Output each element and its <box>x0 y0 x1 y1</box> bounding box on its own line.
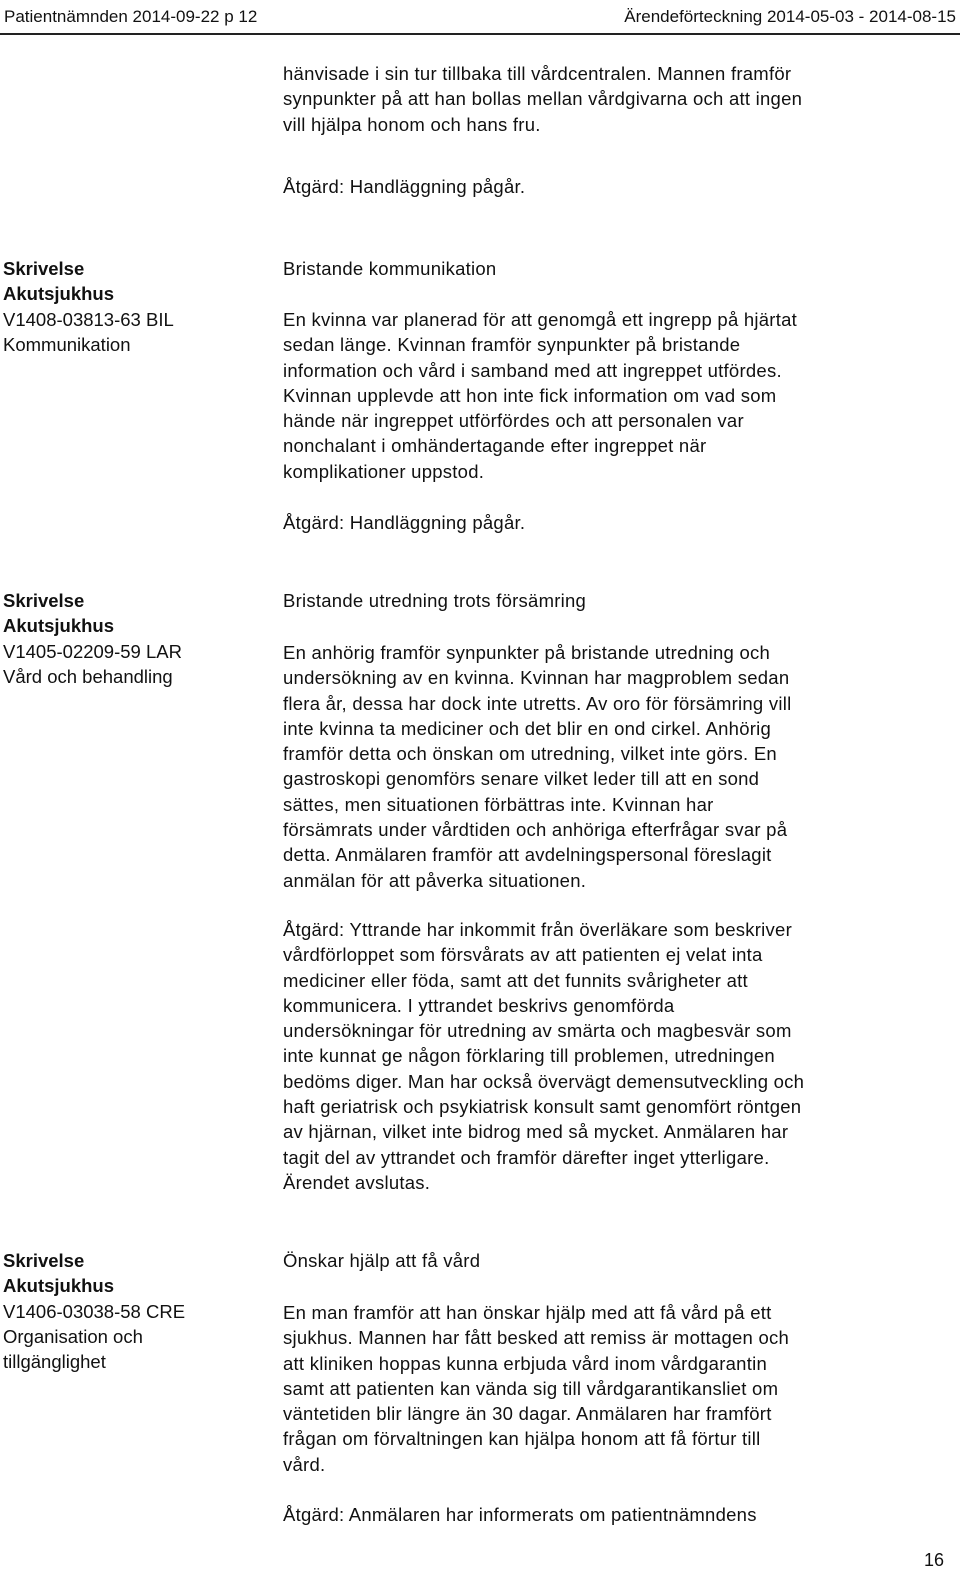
case-body: En man framför att han önskar hjälp med att få vård på ett sjukhus. Mannen har fått besked att remiss är mottagen och att kliniken hoppas kunna erbjuda vård inom vårdgarantin samt att patienten kan vända sig till vårdgarantikansliet om väntetiden blir längre än 30 dagar. Anmälaren har framfört frågan om förvaltningen kan hjälpa honom att få förtur till vård. <box>283 1302 790 1475</box>
case-category: Organisation och tillgänglighet <box>3 1325 143 1373</box>
header-right-text: Ärendeförteckning 2014-05-03 - 2014-08-15 <box>624 7 956 26</box>
case-action: Åtgärd: Anmälaren har informerats om patientnämndens <box>283 1504 757 1525</box>
case-unit: Akutsjukhus <box>3 1275 115 1297</box>
page-number: 16 <box>923 1550 944 1570</box>
case-body: En anhörig framför synpunkter på bristande utredning och undersökning av en kvinna. Kvinnan har magproblem sedan flera år, dessa har dock inte utretts. Av oro för försämring vill inte kvinna ta mediciner och det blir en ond cirkel. Anhörig framför detta och önskan om utredning, vilket inte görs. En gastroskopi genomförs senare vilket leder till att en sond sättes, men situationen förbättras inte. Kvinnan har försämrats under vårdtiden och anhöriga efterfrågar svar på detta. Anmälaren framför att avdelningspersonal föreslagit anmälan för att påverka situationen. <box>283 642 792 891</box>
case-id: V1408-03813-63 BIL <box>3 308 174 330</box>
page-header <box>0 0 960 30</box>
case-action: Åtgärd: Handläggning pågår. <box>283 512 526 533</box>
case-unit: Akutsjukhus <box>3 283 115 305</box>
case-action: Åtgärd: Yttrande har inkommit från överläkare som beskriver vårdförloppet som försvårats av att patienten ej velat inta mediciner eller föda, samt att det funnits svårigheter att kommunicera. I yttrandet beskrivs genomförda undersökningar för utredning av smärta och magbesvär som inte kunnat ge någon förklaring till problemen, utredningen bedöms diger. Man har också övervägt demensutveckling och haft geriatrisk och psykiatrisk konsult samt genomfört röntgen av hjärnan, vilket inte bidrog med så mycket. Anmälaren har tagit del av yttrandet och framför därefter inget ytterligare. Ärendet avslutas. <box>283 919 805 1193</box>
case-category: Vård och behandling <box>3 665 173 687</box>
case-unit: Akutsjukhus <box>3 615 115 637</box>
case-title: Bristande kommunikation <box>283 258 497 279</box>
case-title: Bristande utredning trots försämring <box>283 590 587 611</box>
case-meta <box>3 1248 263 1374</box>
intro-action: Åtgärd: Handläggning pågår. <box>283 176 526 197</box>
intro-text: hänvisade i sin tur tillbaka till vårdcentralen. Mannen framför synpunkter på att han bollas mellan vårdgivarna och att ingen vill hjälpa honom och hans fru. <box>283 63 803 135</box>
case-meta <box>3 256 263 357</box>
header-left-text: Patientnämnden 2014-09-22 p 12 <box>4 7 258 26</box>
case-body: En kvinna var planerad för att genomgå ett ingrepp på hjärtat sedan länge. Kvinnan framför synpunkter på bristande information och vård i samband med att ingreppet utfördes. Kvinnan upplevde att hon inte fick information om vad som hände när ingreppet utförfördes och att personalen var nonchalant i omhändertagande efter ingreppet när komplikationer uppstod. <box>283 309 798 482</box>
header-divider <box>0 33 960 35</box>
case-id: V1406-03038-58 CRE <box>3 1300 186 1322</box>
case-type: Skrivelse <box>3 258 85 279</box>
case-type: Skrivelse <box>3 590 85 611</box>
case-title: Önskar hjälp att få vård <box>283 1250 481 1271</box>
case-meta <box>3 588 263 689</box>
case-type: Skrivelse <box>3 1250 85 1271</box>
case-category: Kommunikation <box>3 333 131 355</box>
case-id: V1405-02209-59 LAR <box>3 640 182 662</box>
